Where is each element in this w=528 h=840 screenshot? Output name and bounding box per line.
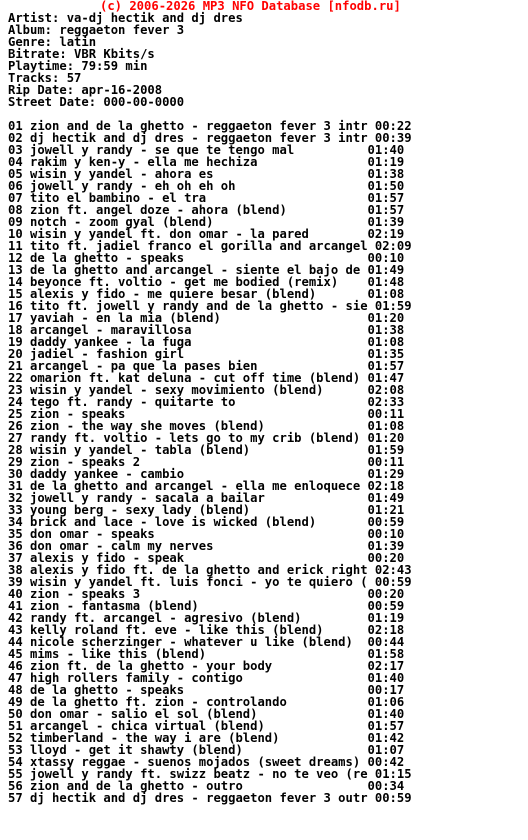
track-row: 38 alexis y fido ft. de la ghetto and erick right 02:43 [8,563,412,577]
track-row: 46 zion ft. de la ghetto - your body 02:17 [8,659,405,673]
track-row: 28 wisin y yandel - tabla (blend) 01:59 [8,443,405,457]
track-row: 44 nicole scherzinger - whatever u like (blend) 00:44 [8,635,405,649]
track-row: 42 randy ft. arcangel - agresivo (blend) 01:19 [8,611,405,625]
track-row: 24 tego ft. randy - quitarte to 02:33 [8,395,405,409]
track-row: 35 don omar - speaks 00:10 [8,527,405,541]
track-row: 13 de la ghetto and arcangel - siente el bajo de 01:49 [8,263,405,277]
track-row: 04 rakim y ken-y - ella me hechiza 01:19 [8,155,405,169]
track-row: 25 zion - speaks 00:11 [8,407,405,421]
track-row: 33 young berg - sexy lady (blend) 01:21 [8,503,405,517]
track-row: 22 omarion ft. kat deluna - cut off time (blend) 01:47 [8,371,405,385]
info-line: Album: reggaeton fever 3 [8,23,185,37]
track-row: 07 tito el bambino - el tra 01:57 [8,191,405,205]
info-line: Bitrate: VBR Kbits/s [8,47,155,61]
track-row: 55 jowell y randy ft. swizz beatz - no te veo (re 01:15 [8,767,412,781]
track-row: 52 timberland - the way i are (blend) 01:42 [8,731,405,745]
track-row: 14 beyonce ft. voltio - get me bodied (remix) 01:48 [8,275,405,289]
track-row: 34 brick and lace - love is wicked (blend) 00:59 [8,515,405,529]
track-row: 06 jowell y randy - eh oh eh oh 01:50 [8,179,405,193]
track-row: 53 lloyd - get it shawty (blend) 01:07 [8,743,405,757]
track-row: 11 tito ft. jadiel franco el gorilla and arcangel 02:09 [8,239,412,253]
track-row: 30 daddy yankee - cambio 01:29 [8,467,405,481]
track-row: 27 randy ft. voltio - lets go to my crib (blend) 01:20 [8,431,405,445]
track-row: 47 high rollers family - contigo 01:40 [8,671,405,685]
track-row: 56 zion and de la ghetto - outro 00:34 [8,779,405,793]
track-row: 12 de la ghetto - speaks 00:10 [8,251,405,265]
site-header: (c) 2006-2026 MP3 NFO Database [nfodb.ru] [100,0,401,13]
info-line: Street Date: 000-00-0000 [8,95,185,109]
info-line: Tracks: 57 [8,71,82,85]
track-row: 10 wisin y yandel ft. don omar - la pared 02:19 [8,227,405,241]
track-row: 54 xtassy reggae - suenos mojados (sweet dreams) 00:42 [8,755,405,769]
info-line: Rip Date: apr-16-2008 [8,83,163,97]
track-row: 09 notch - zoom gyal (blend) 01:39 [8,215,405,229]
track-row: 19 daddy yankee - la fuga 01:08 [8,335,405,349]
track-row: 23 wisin y yandel - sexy movimiento (blend) 02:08 [8,383,405,397]
track-row: 51 arcangel - chica virtual (blend) 01:57 [8,719,405,733]
track-row: 20 jadiel - fashion girl 01:35 [8,347,405,361]
track-row: 26 zion - the way she moves (blend) 01:08 [8,419,405,433]
track-row: 08 zion ft. angel doze - ahora (blend) 01:57 [8,203,405,217]
track-row: 21 arcangel - pa que la pases bien 01:57 [8,359,405,373]
track-row: 01 zion and de la ghetto - reggaeton fever 3 intr 00:22 [8,119,412,133]
track-row: 18 arcangel - maravillosa 01:38 [8,323,405,337]
track-row: 17 yaviah - en la mia (blend) 01:20 [8,311,405,325]
track-row: 40 zion - speaks 3 00:20 [8,587,405,601]
track-row: 37 alexis y fido - speak 00:20 [8,551,405,565]
track-row: 43 kelly roland ft. eve - like this (blend) 02:18 [8,623,405,637]
track-row: 32 jowell y randy - sacala a bailar 01:49 [8,491,405,505]
track-row: 16 tito ft. jowell y randy and de la ghetto - sie 01:59 [8,299,412,313]
track-row: 49 de la ghetto ft. zion - controlando 01:06 [8,695,405,709]
track-row: 02 dj hectik and dj dres - reggaeton fever 3 intr 00:39 [8,131,412,145]
track-row: 45 mims - like this (blend) 01:58 [8,647,405,661]
track-row: 41 zion - fantasma (blend) 00:59 [8,599,405,613]
track-row: 48 de la ghetto - speaks 00:17 [8,683,405,697]
track-row: 29 zion - speaks 2 00:11 [8,455,405,469]
info-line: Playtime: 79:59 min [8,59,148,73]
track-row: 36 don omar - calm my nerves 01:39 [8,539,405,553]
track-row: 31 de la ghetto and arcangel - ella me enloquece 02:18 [8,479,405,493]
track-row: 39 wisin y yandel ft. luis fonci - yo te quiero ( 00:59 [8,575,412,589]
info-line: Artist: va-dj hectik and dj dres [8,11,243,25]
track-row: 15 alexis y fido - me quiere besar (blend) 01:08 [8,287,405,301]
track-row: 57 dj hectik and dj dres - reggaeton fever 3 outr 00:59 [8,791,412,805]
track-row: 05 wisin y yandel - ahora es 01:38 [8,167,405,181]
track-row: 03 jowell y randy - se que te tengo mal 01:40 [8,143,405,157]
track-row: 50 don omar - salio el sol (blend) 01:40 [8,707,405,721]
info-line: Genre: latin [8,35,97,49]
